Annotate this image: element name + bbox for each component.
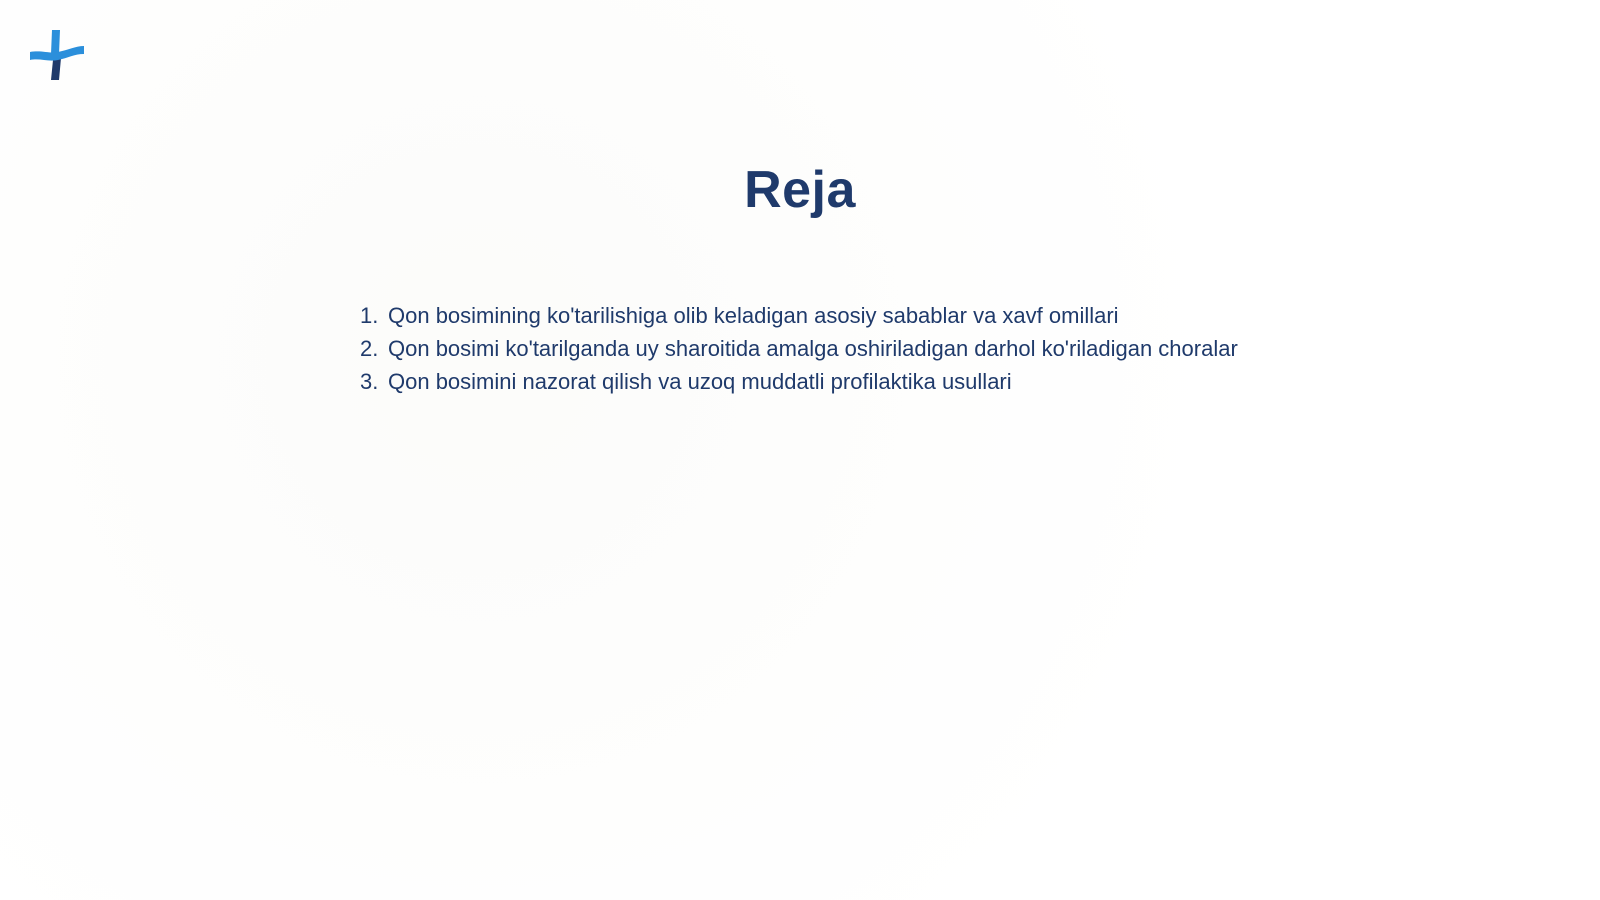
list-item-number: 1. [360, 303, 379, 328]
list-item-text: Qon bosimi ko'tarilganda uy sharoitida amalga oshiriladigan darhol ko'riladigan choralar [388, 336, 1238, 361]
agenda-list [360, 300, 1260, 399]
list-item [360, 366, 1260, 398]
list-item-text: Qon bosimining ko'tarilishiga olib keladigan asosiy sabablar va xavf omillari [388, 303, 1119, 328]
page-title: Reja [744, 161, 856, 219]
list-item [360, 333, 1260, 365]
list-item-text: Qon bosimini nazorat qilish va uzoq muddatli profilaktika usullari [388, 369, 1012, 394]
list-item-number: 3. [360, 369, 379, 394]
list-item [360, 300, 1260, 332]
medical-cross-icon [28, 28, 86, 82]
list-item-number: 2. [360, 336, 379, 361]
